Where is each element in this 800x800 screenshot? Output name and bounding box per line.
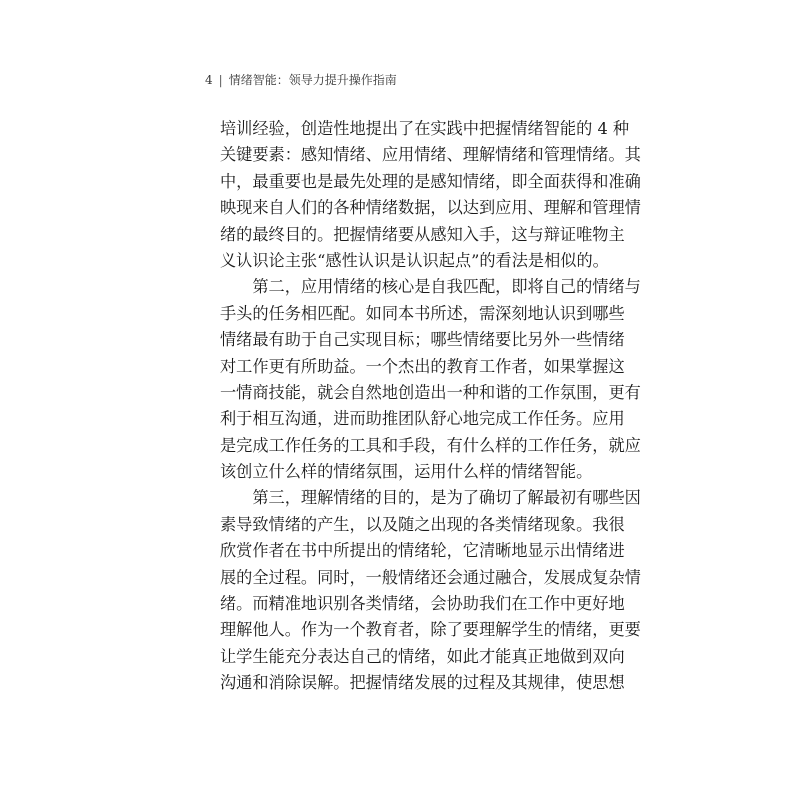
text-line: 第二，应用情绪的核心是自我匹配，即将自己的情绪与 (220, 277, 641, 297)
text-line: 中，最重要也是最先处理的是感知情绪，即全面获得和准确 (220, 171, 641, 191)
text-line: 映现来自人们的各种情绪数据，以达到应用、理解和管理情 (220, 198, 641, 218)
text-line: 沟通和消除误解。把握情绪发展的过程及其规律，使思想 (220, 673, 625, 693)
text-line: 理解他人。作为一个教育者，除了要理解学生的情绪，更要 (220, 620, 641, 640)
text-line: 绪的最终目的。把握情绪要从感知入手，这与辩证唯物主 (220, 224, 625, 244)
text-line: 义认识论主张“感性认识是认识起点”的看法是相似的。 (220, 250, 609, 270)
body-text (220, 116, 641, 697)
text-line: 情绪最有助于自己实现目标；哪些情绪要比另外一些情绪 (220, 330, 625, 350)
text-line: 让学生能充分表达自己的情绪，如此才能真正地做到双向 (220, 646, 625, 666)
text-line: 一情商技能，就会自然地创造出一种和谐的工作氛围，更有 (220, 382, 641, 402)
page-number: 4 (205, 73, 213, 87)
text-line: 利于相互沟通，进而助推团队舒心地完成工作任务。应用 (220, 409, 625, 429)
text-line: 对工作更有所助益。一个杰出的教育工作者，如果掌握这 (220, 356, 625, 376)
text-line: 素导致情绪的产生，以及随之出现的各类情绪现象。我很 (220, 514, 625, 534)
text-line: 展的全过程。同时，一般情绪还会通过融合，发展成复杂情 (220, 567, 641, 587)
header-separator: | (218, 73, 223, 87)
book-title: 情绪智能：领导力提升操作指南 (228, 73, 397, 87)
text-line: 绪。而精准地识别各类情绪，会协助我们在工作中更好地 (220, 594, 625, 614)
text-line: 第三，理解情绪的目的，是为了确切了解最初有哪些因 (220, 488, 641, 508)
text-line: 手头的任务相匹配。如同本书所述，需深刻地认识到哪些 (220, 303, 625, 323)
running-header (205, 71, 397, 88)
text-line: 欣赏作者在书中所提出的情绪轮，它清晰地显示出情绪进 (220, 541, 625, 561)
text-line: 是完成工作任务的工具和手段，有什么样的工作任务，就应 (220, 435, 641, 455)
text-line: 培训经验，创造性地提出了在实践中把握情绪智能的 4 种 (220, 119, 630, 138)
text-line: 该创立什么样的情绪氛围，运用什么样的情绪智能。 (220, 462, 593, 482)
text-line: 关键要素：感知情绪、应用情绪、理解情绪和管理情绪。其 (220, 145, 641, 165)
